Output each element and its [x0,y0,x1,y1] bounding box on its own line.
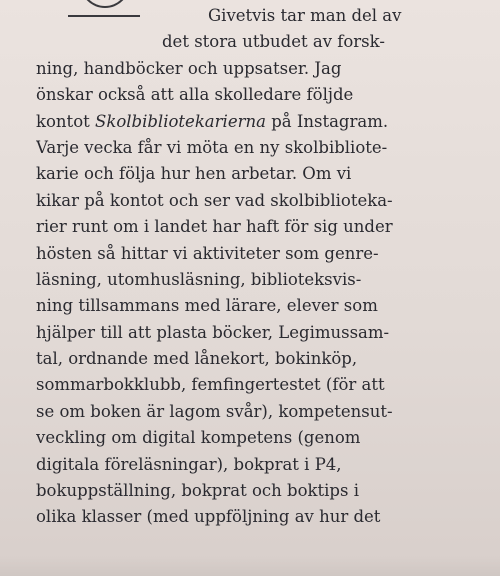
text-line: karie och följa hur hen arbetar. Om vi [36,164,352,184]
body-paragraph [36,3,486,531]
text-line-instagram [36,109,486,135]
text-line: Givetvis tar man del av [208,6,402,25]
text-line: hösten så hittar vi aktiviteter som genre- [36,243,379,263]
text-line: läsning, utomhusläsning, biblioteksvis- [36,269,362,289]
text-line: hjälper till att plasta böcker, Legimussam- [36,322,390,342]
text-line: Varje vecka får vi möta en ny skolbibliote- [36,137,388,157]
instagram-account-name: Skolbibliotekarierna [95,111,266,131]
text-line: olika klasser (med uppföljning av hur det [36,507,381,527]
word-kontot: kontot [36,111,90,131]
page-bottom-shadow [0,556,500,576]
text-line: bokuppställning, bokprat och boktips i [36,481,359,501]
text-line: se om boken är lagom svår), kompetensut- [36,401,393,421]
text-line: veckling om digital kompetens (genom [36,428,361,448]
phrase-pa-instagram: på Instagram. [271,111,389,131]
text-line: ning tillsammans med lärare, elever som [36,296,378,316]
text-line: rier runt om i landet har haft för sig under [36,217,393,237]
text-line: sommarbokklubb, femfingertestet (för att [36,375,385,395]
text-line: kikar på kontot och ser vad skolbiblioteka- [36,190,393,210]
text-line: ning, handböcker och uppsatser. Jag [36,58,342,78]
text-line: det stora utbudet av forsk- [162,32,385,52]
text-line: tal, ordnande med lånekort, bokinköp, [36,349,358,369]
text-line: önskar också att alla skolledare följde [36,85,354,105]
text-line: digitala föreläsningar), bokprat i P4, [36,454,342,474]
